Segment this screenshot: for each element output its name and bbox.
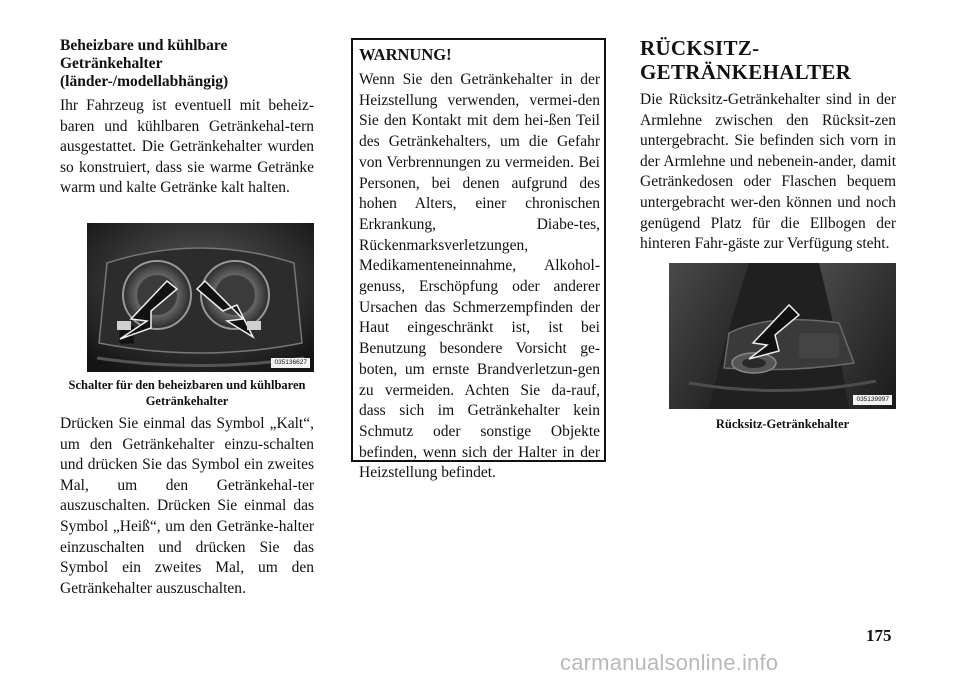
section-title-line-2: GETRÄNKEHALTER: [640, 60, 852, 84]
image-reference-code-rear: 035139997: [853, 395, 892, 405]
warning-text: Wenn Sie den Getränkehalter in der Heizstellung verwenden, vermei-den Sie den Kontakt mit dem hei-ßen Teil des Getränkehalters, um die Gefahr von Verbrennungen zu vermeiden. Bei Personen, bei denen aufgrund des hohen Alters, einer chronischen Erkrankung, Diabe-tes, Rückenmarksverletzungen, Medikamenteneinnahme, Alkohol-genuss, Erschöpfung oder anderer Ursachen das Schmerzempfinden der Haut eingeschränkt ist, ist bei Benutzung besondere Vorsicht ge-boten, um ernste Brandverletzun-gen zu vermeiden. Achten Sie da-rauf, dass sich im Getränkehalter kein Schmutz oder sonstige Objekte befinden, wenn sich der Halter in der Heizstellung befindet.: [359, 71, 600, 482]
subsection-heading-line-2: Getränkehalter: [60, 55, 163, 72]
page-number: 175: [866, 626, 892, 645]
instructions-paragraph: Drücken Sie einmal das Symbol „Kalt“, um den Getränkehalter einzu-schalten und drücken Sie das Symbol ein zweites Mal, um den Getränkehal-ter auszuschalten. Drücken Sie einmal das Symbol „Heiß“, um den Getränke-halter einzuschalten und drücken Sie das Symbol ein zweites Mal, um den Getränkehalter auszuschalten.: [60, 415, 314, 597]
subsection-heading-line-1: Beheizbare und kühlbare: [60, 37, 228, 54]
rear-cupholder-paragraph: Die Rücksitz-Getränkehalter sind in der Armlehne zwischen den Rücksit-zen untergebracht. Sie befinden sich vorn in der Armlehne und nebenein-ander, damit Getränkedosen oder Flaschen bequem untergebracht wer-den können und noch genügend Platz für die Ellbogen der hinteren Fahr-gäste zur Verfügung steht.: [640, 91, 896, 253]
heated-cupholder-illustration: [87, 223, 314, 372]
image-reference-code: 035136627: [271, 358, 310, 368]
section-title: [640, 36, 896, 84]
figure-caption-heated: Schalter für den beheizbaren und kühlbaren Getränkehalter: [68, 378, 306, 408]
subsection-heading-line-3: (länder-/modellabhängig): [60, 73, 229, 90]
heated-cupholder-photo: [87, 223, 314, 372]
figure-caption-rear: Rücksitz-Getränkehalter: [715, 417, 850, 431]
intro-paragraph: Ihr Fahrzeug ist eventuell mit beheiz-baren und kühlbaren Getränkehal-tern ausgestattet. Die Getränkehalter wurden so konstruiert, dass sie warme Getränke warm und kalte Getränke kalt halten.: [60, 97, 314, 197]
rear-cupholder-photo: [669, 263, 896, 409]
warning-title: WARNUNG!: [359, 45, 452, 64]
subsection-heading: [60, 37, 314, 91]
watermark-text: carmanualsonline.info: [560, 650, 779, 675]
rear-cupholder-illustration: [669, 263, 896, 409]
section-title-line-1: RÜCKSITZ-: [640, 36, 760, 60]
